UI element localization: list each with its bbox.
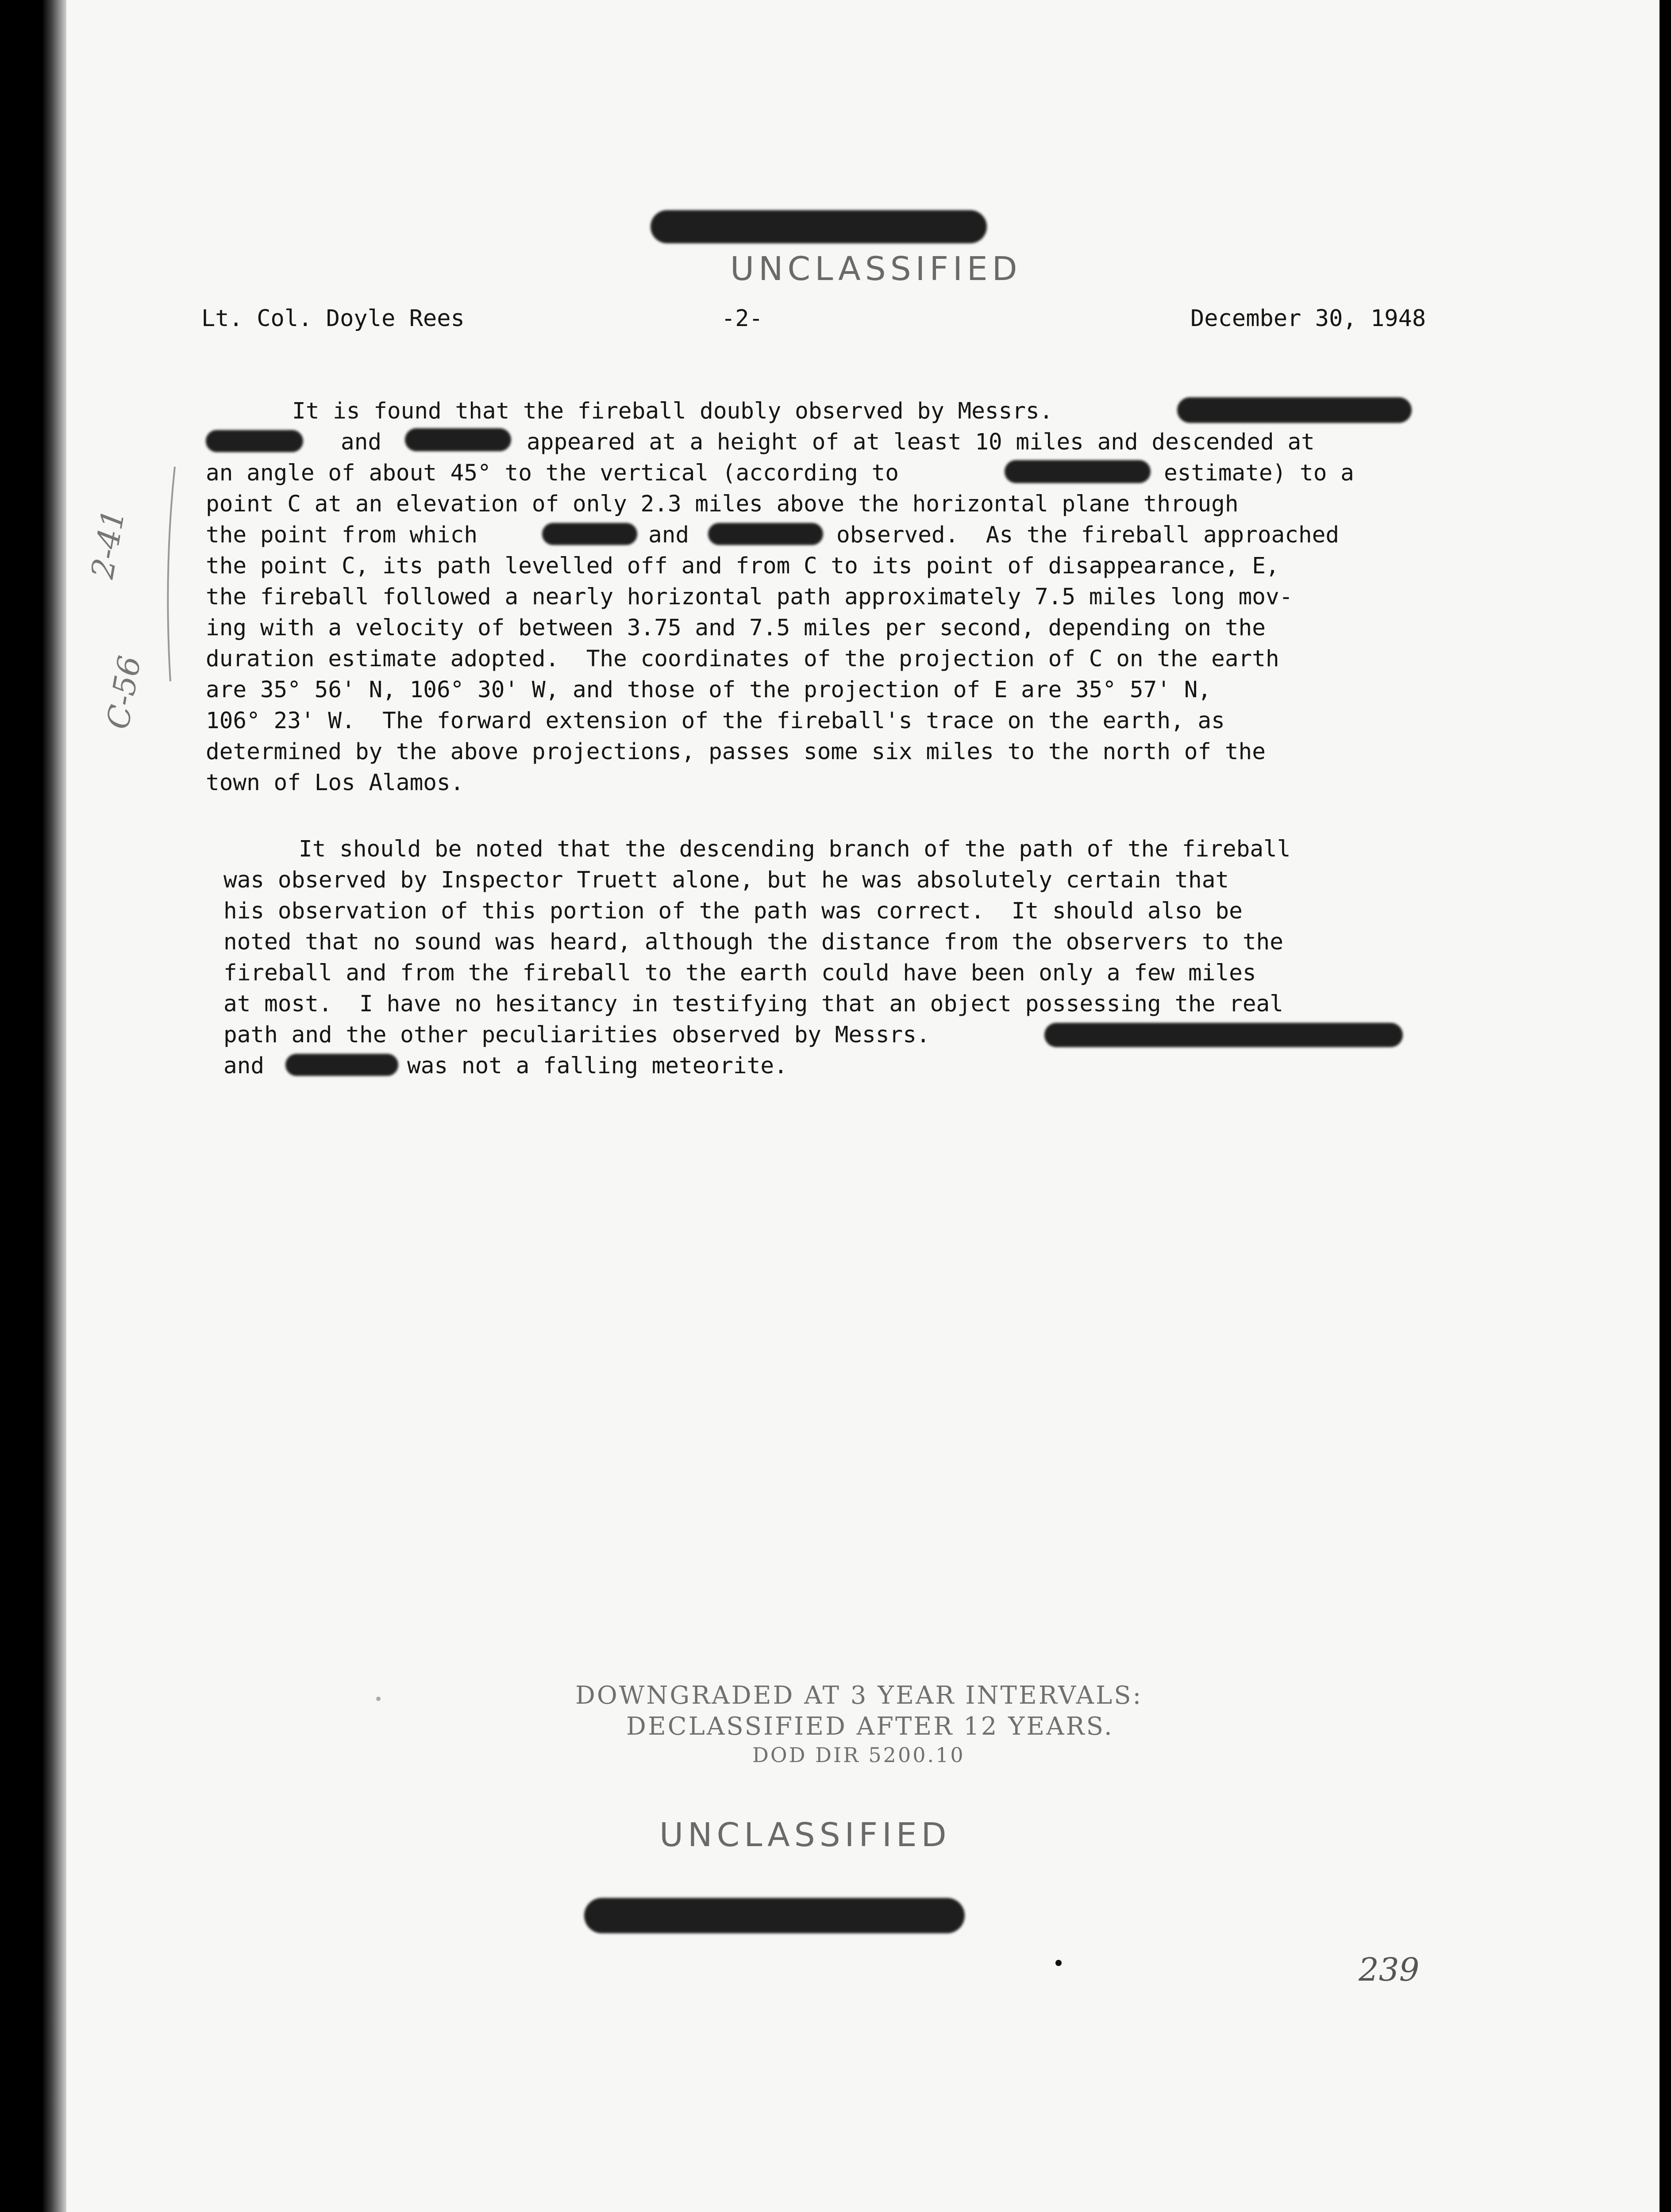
redaction-name-2: [206, 430, 303, 452]
redaction-name-8: [285, 1054, 398, 1076]
p2-line-3: his observation of this portion of the path was correct. It should also be: [223, 898, 1243, 924]
p2-line-7: path and the other peculiarities observed by Messrs.: [223, 1022, 930, 1048]
p1-line-6: the point C, its path levelled off and from C to its point of disappearance, E,: [206, 553, 1279, 579]
downgrade-stamp-line-2: DECLASSIFIED AFTER 12 YEARS.: [626, 1712, 1114, 1741]
redaction-name-7: [1044, 1023, 1403, 1047]
p1-line-4: point C at an elevation of only 2.3 miles above the horizontal plane through: [206, 491, 1239, 517]
page-number: -2-: [721, 305, 763, 332]
margin-note-2: C-56: [100, 653, 148, 732]
p1-line-3a: an angle of about 45° to the vertical (according to: [206, 460, 899, 486]
p1-line-10: are 35° 56' N, 106° 30' W, and those of the projection of E are 35° 57' N,: [206, 677, 1212, 703]
p1-line-2b: appeared at a height of at least 10 miles and descended at: [527, 429, 1315, 455]
p1-line-8: ing with a velocity of between 3.75 and 7.5 miles per second, depending on the: [206, 615, 1266, 641]
p1-line-3b: estimate) to a: [1164, 460, 1354, 486]
handwritten-page-number: 239: [1359, 1951, 1420, 1988]
downgrade-stamp-line-3: DOD DIR 5200.10: [752, 1743, 965, 1767]
top-redaction-bar: [651, 210, 987, 243]
redaction-name-1: [1177, 397, 1412, 423]
redaction-name-4: [1005, 460, 1151, 483]
p2-line-8a: and: [223, 1053, 265, 1079]
p1-line-11: 106° 23' W. The forward extension of the fireball's trace on the earth, as: [206, 708, 1225, 734]
p1-line-13: town of Los Alamos.: [206, 770, 464, 796]
p1-line-9: duration estimate adopted. The coordinates of the projection of C on the earth: [206, 646, 1279, 672]
paper-sheet: [66, 0, 1659, 2212]
redaction-name-5: [542, 523, 637, 545]
p1-line-5c: observed. As the fireball approached: [836, 522, 1340, 548]
p1-line-2a: and: [341, 429, 382, 455]
p1-line-1: It is found that the fireball doubly observed by Messrs.: [292, 398, 1053, 424]
scan-dot-1: [1055, 1960, 1062, 1966]
redaction-name-3: [405, 428, 511, 451]
p2-line-8b: was not a falling meteorite.: [407, 1053, 788, 1079]
p2-line-2: was observed by Inspector Truett alone, but he was absolutely certain that: [223, 867, 1229, 893]
p1-line-5b: and: [648, 522, 689, 548]
p1-line-5a: the point from which: [206, 522, 478, 548]
p2-line-1: It should be noted that the descending branch of the path of the fireball: [299, 836, 1291, 862]
classification-stamp-bottom: UNCLASSIFIED: [659, 1816, 951, 1854]
p2-line-5: fireball and from the fireball to the earth could have been only a few miles: [223, 960, 1256, 986]
p2-line-6: at most. I have no hesitancy in testifying that an object possessing the real: [223, 991, 1283, 1017]
classification-stamp-top: UNCLASSIFIED: [730, 250, 1022, 288]
bottom-redaction-bar: [584, 1898, 965, 1933]
redaction-name-6: [708, 523, 823, 545]
addressee: Lt. Col. Doyle Rees: [201, 305, 465, 332]
margin-note-1: 2-41: [84, 507, 132, 582]
scan-edge-shadow: [42, 0, 66, 2212]
margin-pencil-stroke: [155, 465, 181, 686]
scan-dot-2: [376, 1697, 381, 1701]
downgrade-stamp-line-1: DOWNGRADED AT 3 YEAR INTERVALS:: [575, 1681, 1143, 1710]
letter-date: December 30, 1948: [1190, 305, 1426, 332]
p1-line-12: determined by the above projections, passes some six miles to the north of the: [206, 739, 1266, 765]
p2-line-4: noted that no sound was heard, although the distance from the observers to the: [223, 929, 1283, 955]
p1-line-7: the fireball followed a nearly horizontal path approximately 7.5 miles long mov-: [206, 584, 1293, 610]
